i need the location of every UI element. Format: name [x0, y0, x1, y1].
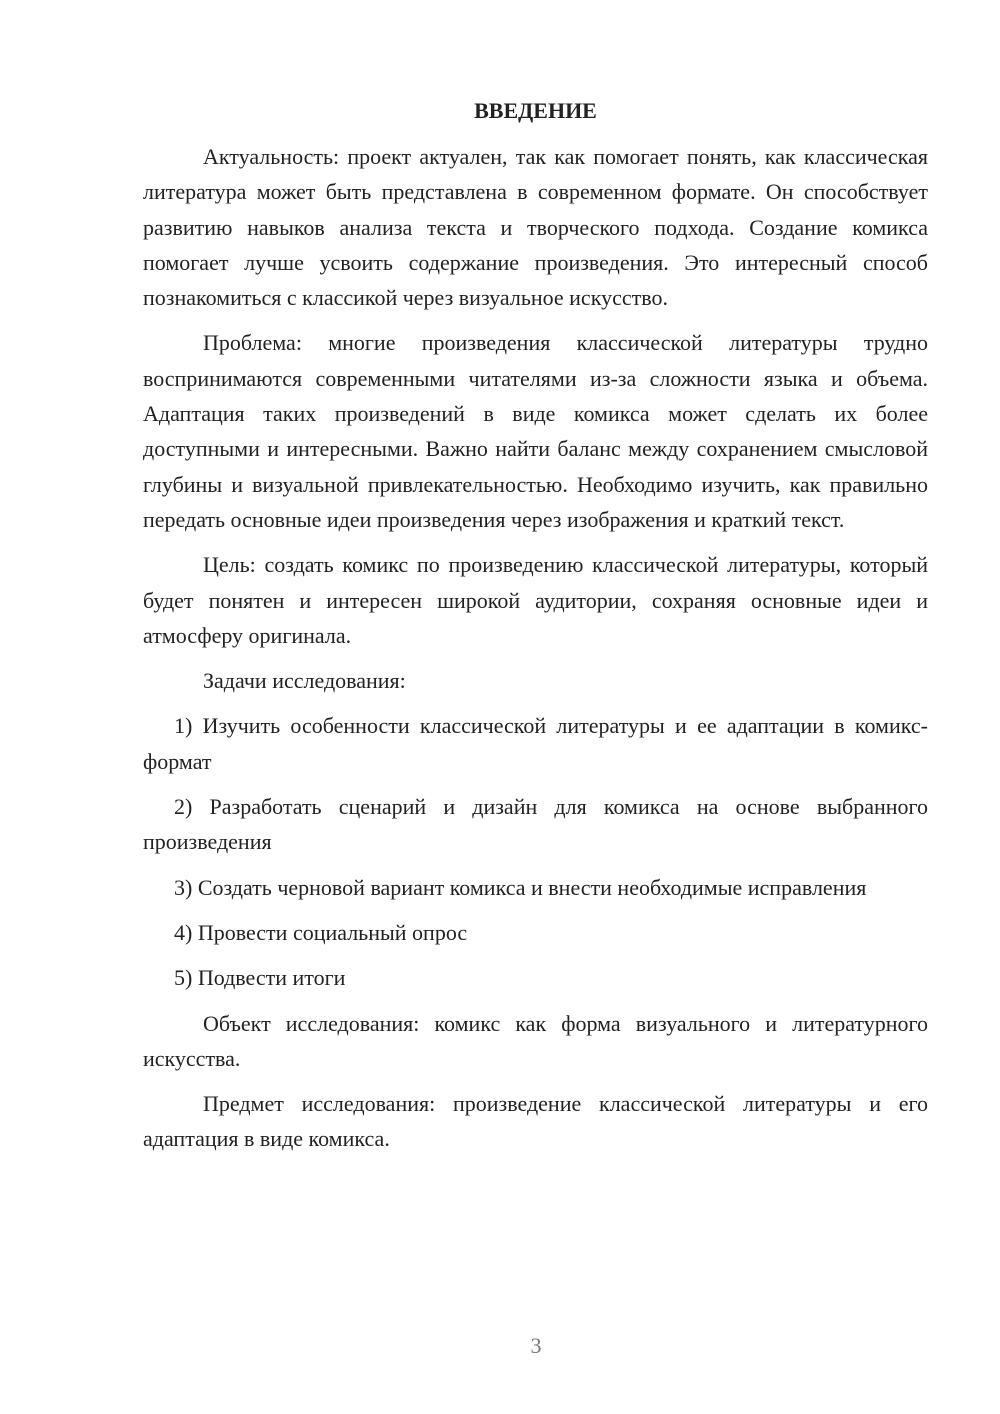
research-object-paragraph: Объект исследования: комикс как форма визуального и литературного искусства.	[143, 1010, 928, 1071]
research-subject-paragraph: Предмет исследования: произведение классической литературы и его адаптация в виде комикса.	[143, 1091, 928, 1152]
tasks-heading: Задачи исследования:	[203, 668, 406, 694]
task-item-2: 2) Разработать сценарий и дизайн для комикса на основе выбранного произведения	[143, 794, 928, 855]
problem-paragraph: Проблема: многие произведения классической литературы трудно воспринимаются современными читателями из-за сложности языка и объема. Адаптация таких произведений в виде комикса может сделать их более доступными и интересными. Важно найти баланс между сохранением смысловой глубины и визуальной привлекательностью. Необходимо изучить, как правильно передать основные идеи произведения через изображения и краткий текст.	[143, 330, 928, 532]
page-number: 3	[530, 1333, 542, 1358]
page-title: ВВЕДЕНИЕ	[474, 98, 597, 123]
task-item-3: 3) Создать черновой вариант комикса и внести необходимые исправления	[174, 874, 867, 900]
goal-paragraph: Цель: создать комикс по произведению классической литературы, который будет понятен и интересен широкой аудитории, сохраняя основные идеи и атмосферу оригинала.	[143, 552, 928, 648]
task-item-1: 1) Изучить особенности классической литературы и ее адаптации в комикс-формат	[143, 713, 928, 774]
task-item-4: 4) Провести социальный опрос	[174, 919, 468, 945]
relevance-paragraph: Актуальность: проект актуален, так как помогает понять, как классическая литература может быть представлена в современном формате. Он способствует развитию навыков анализа текста и творческого подхода. Создание комикса помогает лучше усвоить содержание произведения. Это интересный способ познакомиться с классикой через визуальное искусство.	[143, 144, 928, 311]
page-content	[143, 93, 928, 1167]
task-item-5: 5) Подвести итоги	[174, 965, 346, 991]
